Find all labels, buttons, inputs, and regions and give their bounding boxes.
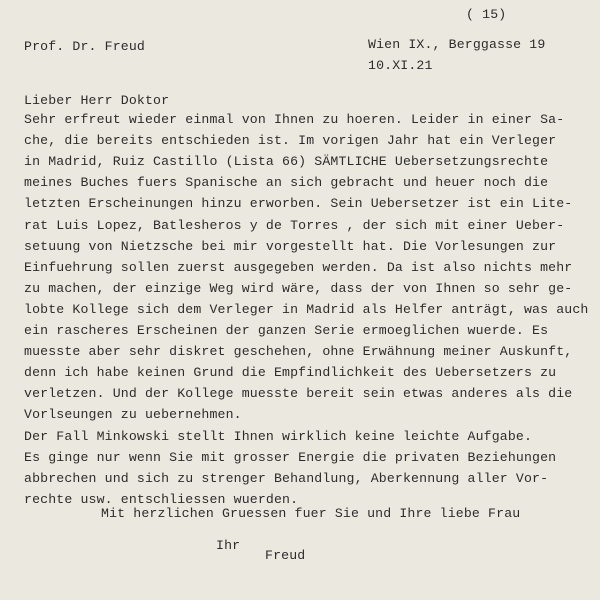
signature-name: Freud — [265, 548, 306, 563]
page-number: ( 15) — [466, 7, 507, 22]
body-line: rat Luis Lopez, Batlesheros y de Torres , der sich mit einer Ueber- — [24, 218, 565, 233]
body-line: zu machen, der einzige Weg wird wäre, dass der von Ihnen so sehr ge- — [24, 281, 573, 296]
sender-name: Prof. Dr. Freud — [24, 39, 145, 54]
body-line: ein rascheres Erscheinen der ganzen Serie ermoeglichen wuerde. Es — [24, 323, 549, 338]
body-line: verletzen. Und der Kollege muesste bereit sein etwas anderes als die — [24, 386, 573, 401]
body-line: rechte usw. entschliessen wuerden. — [24, 492, 299, 507]
body-line: muesste aber sehr diskret geschehen, ohne Erwähnung meiner Auskunft, — [24, 344, 573, 359]
body-line: Der Fall Minkowski stellt Ihnen wirklich keine leichte Aufgabe. — [24, 429, 533, 444]
closing-line: Mit herzlichen Gruessen fuer Sie und Ihre liebe Frau — [101, 506, 521, 521]
body-line: in Madrid, Ruiz Castillo (Lista 66) SÄMTLICHE Uebersetzungsrechte — [24, 154, 549, 169]
body-line: che, die bereits entschieden ist. Im vorigen Jahr hat ein Verleger — [24, 133, 557, 148]
body-line: Sehr erfreut wieder einmal von Ihnen zu hoeren. Leider in einer Sa- — [24, 112, 565, 127]
body-line: lobte Kollege sich dem Verleger in Madrid als Helfer anträgt, was auch — [24, 302, 589, 317]
body-line: Vorlseungen zu uebernehmen. — [24, 407, 242, 422]
body-line: Es ginge nur wenn Sie mit grosser Energie die privaten Beziehungen — [24, 450, 557, 465]
body-line: abbrechen und sich zu strenger Behandlung, Aberkennung aller Vor- — [24, 471, 549, 486]
salutation: Lieber Herr Doktor — [24, 93, 170, 108]
sender-address: Wien IX., Berggasse 19 — [368, 37, 546, 52]
body-line: denn ich habe keinen Grund die Empfindlichkeit des Uebersetzers zu — [24, 365, 557, 380]
body-line: meines Buches fuers Spanische an sich gebracht und heuer noch die — [24, 175, 549, 190]
body-line: Einfuehrung sollen zuerst ausgegeben werden. Da ist also nichts mehr — [24, 260, 573, 275]
closing-ihr: Ihr — [216, 538, 241, 553]
body-line: setuung von Nietzsche bei mir vorgestellt hat. Die Vorlesungen zur — [24, 239, 557, 254]
letter-date: 10.XI.21 — [368, 58, 433, 73]
body-line: letzten Erscheinungen hinzu erworben. Sein Uebersetzer ist ein Lite- — [24, 196, 573, 211]
